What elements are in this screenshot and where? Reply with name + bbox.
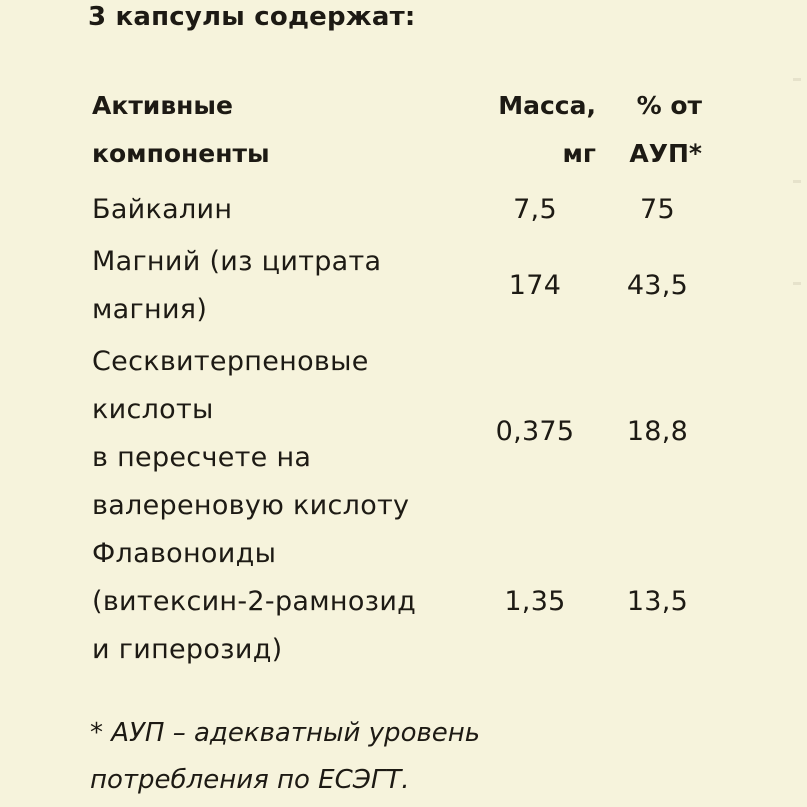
footnote-line-1: * АУП – адекватный уровень bbox=[90, 718, 481, 748]
row-name-line: валереновую кислоту bbox=[92, 490, 410, 521]
header-name-line-1: Активные bbox=[92, 91, 233, 120]
row-name-line: Сесквитерпеновые bbox=[92, 346, 369, 377]
row-mass-value: 1,35 bbox=[504, 586, 566, 617]
edge-divider bbox=[793, 78, 801, 81]
row-name-line: магния) bbox=[92, 294, 208, 325]
table-row-name bbox=[92, 530, 416, 674]
table-row-name bbox=[92, 186, 232, 234]
table-row-name bbox=[92, 338, 409, 530]
footnote bbox=[90, 710, 480, 804]
row-name-line: Магний (из цитрата bbox=[92, 246, 382, 277]
row-mass-value: 174 bbox=[508, 270, 562, 301]
column-header-mass bbox=[484, 82, 596, 178]
column-header-components bbox=[92, 82, 270, 178]
edge-divider bbox=[793, 282, 801, 285]
row-name-line: (витексин-2-рамнозид bbox=[92, 586, 417, 617]
page-title: 3 капсулы содержат: bbox=[88, 2, 416, 32]
row-name-line: кислоты bbox=[92, 394, 214, 425]
edge-divider bbox=[793, 180, 801, 183]
row-mass-value: 7,5 bbox=[513, 194, 557, 225]
header-name-line-2: компоненты bbox=[92, 139, 270, 168]
row-percent-value: 43,5 bbox=[626, 270, 689, 301]
header-mass-line-1: Масса, bbox=[498, 91, 596, 120]
row-mass-value: 0,375 bbox=[495, 416, 575, 447]
row-percent-value: 18,8 bbox=[626, 416, 689, 447]
footnote-line-2: потребления по ЕСЭГТ. bbox=[90, 765, 410, 795]
column-header-percent bbox=[612, 82, 702, 178]
header-pct-line-1: % от bbox=[636, 91, 702, 120]
header-mass-line-2: мг bbox=[562, 139, 596, 168]
header-pct-line-2: АУП* bbox=[629, 139, 702, 168]
row-name-line: Байкалин bbox=[92, 194, 233, 225]
row-name-line: и гиперозид) bbox=[92, 634, 283, 665]
row-percent-value: 75 bbox=[640, 194, 675, 225]
row-percent-value: 13,5 bbox=[626, 586, 689, 617]
table-row-name bbox=[92, 238, 381, 334]
row-name-line: Флавоноиды bbox=[92, 538, 277, 569]
row-name-line: в пересчете на bbox=[92, 442, 312, 473]
